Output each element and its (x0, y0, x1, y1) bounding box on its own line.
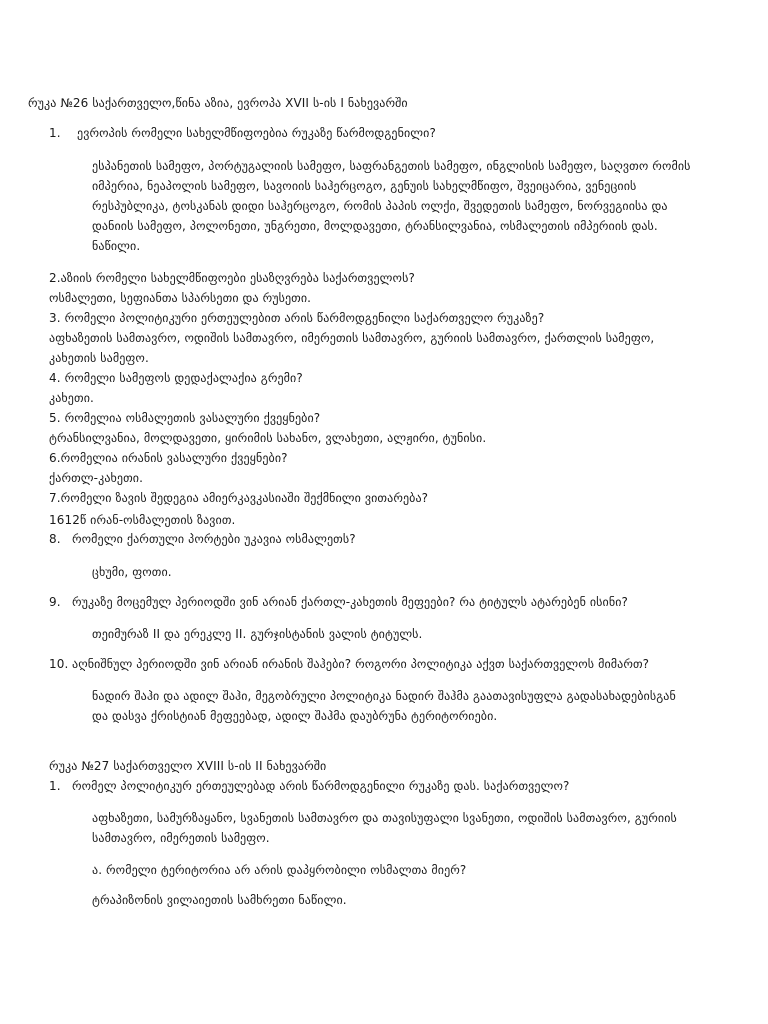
map26-heading: რუკა №26 საქართველო,წინა აზია, ევროპა XVII ს-ის I ნახევარში (28, 96, 408, 110)
q1-answer-line: ესპანეთის სამეფო, პორტუგალიის სამეფო, საფრანგეთის სამეფო, ინგლისის სამეფო, საღვთო რომის (92, 159, 691, 173)
q4-question: 4. რომელი სამეფოს დედაქალაქია გრემი? (49, 371, 303, 385)
q9-answer: თეიმურაზ II და ერეკლე II. გურჯისტანის ვალის ტიტულს. (92, 627, 423, 641)
q4-answer: კახეთი. (49, 391, 94, 405)
q1-answer-line: რესპუბლიკა, ტოსკანას დიდი საჰერცოგო, რომის პაპის ოლქი, შვედეთის სამეფო, ნორვეგიისა და (92, 199, 668, 213)
q9-question: რუკაზე მოცემულ პერიოდში ვინ არიან ქართლ-კახეთის მეფეები? რა ტიტულს ატარებენ ისინი? (72, 595, 629, 609)
q1-answer-line: ნაწილი. (92, 239, 141, 253)
q10-answer-line: ნადირ შაჰი და ადილ შაჰი, მეგობრული პოლიტიკა ნადირ შაჰმა გაათავისუფლა გადასახადებისგან (92, 689, 676, 703)
q8-answer: ცხუმი, ფოთი. (92, 565, 172, 579)
q3-question: 3. რომელი პოლიტიკური ერთეულებით არის წარმოდგენილი საქართველო რუკაზე? (49, 311, 545, 325)
q6-answer: ქართლ-კახეთი. (49, 471, 144, 485)
map27-q1-question: რომელ პოლიტიკურ ერთეულებად არის წარმოდგენილი რუკაზე დას. საქართველო? (72, 779, 570, 793)
q10-question: აღნიშნულ პერიოდში ვინ არიან ირანის შაჰები? როგორი პოლიტიკა აქვთ საქართველოს მიმართ? (72, 657, 650, 671)
map27-q1-answer-line: აფხაზეთი, სამურზაყანო, სვანეთის სამთავრო და თავისუფალი სვანეთი, ოდიშის სამთავრო, გურიის (92, 811, 677, 825)
map27-q1-number: 1. (49, 779, 61, 793)
q1-question: ევროპის რომელი სახელმწიფოებია რუკაზე წარმოდგენილი? (77, 126, 436, 140)
q8-question: რომელი ქართული პორტები უკავია ოსმალეთს? (72, 532, 356, 546)
q8-number: 8. (49, 532, 61, 546)
q10-answer-line: და დასვა ქრისტიან მეფეებად, ადილ შაჰმა დაუბრუნა ტერიტორიები. (92, 709, 498, 723)
q5-answer: ტრანსილვანია, მოლდავეთი, ყირიმის სახანო, ვლახეთი, ალჟირი, ტუნისი. (49, 431, 487, 445)
map27-sub-question: ა. რომელი ტერიტორია არ არის დაპყრობილი ოსმალთა მიერ? (92, 863, 467, 877)
q2-answer: ოსმალეთი, სეფიანთა სპარსეთი და რუსეთი. (49, 291, 312, 305)
map27-sub-answer: ტრაპიზონის ვილაიეთის სამხრეთი ნაწილი. (92, 893, 347, 907)
q9-number: 9. (49, 595, 61, 609)
q1-answer-line: დანიის სამეფო, პოლონეთი, უნგრეთი, მოლდავეთი, ტრანსილვანია, ოსმალეთის იმპერიის დას. (92, 219, 658, 233)
q10-number: 10. (49, 657, 69, 671)
q2-question: 2.აზიის რომელი სახელმწიფოები ესაზღვრება საქართველოს? (49, 271, 415, 285)
map27-q1-answer-line: სამთავრო, იმერეთის სამეფო. (92, 831, 270, 845)
q7-answer: 1612წ ირან-ოსმალეთის ზავით. (49, 513, 236, 527)
q5-question: 5. რომელია ოსმალეთის ვასალური ქვეყნები? (49, 411, 321, 425)
q7-question: 7.რომელი ზავის შედეგია ამიერკავკასიაში შექმნილი ვითარება? (49, 491, 429, 505)
q6-question: 6.რომელია ირანის ვასალური ქვეყნები? (49, 451, 288, 465)
q1-number: 1. (49, 126, 61, 140)
q3-answer-line: კახეთის სამეფო. (49, 351, 149, 365)
q1-answer-line: იმპერია, ნეაპოლის სამეფო, სავოიის საჰერცოგო, გენუის სახელმწიფო, შვეიცარია, ვენეციის (92, 179, 637, 193)
map27-heading: რუკა №27 საქართველო XVIII ს-ის II ნახევარში (49, 759, 327, 773)
q3-answer-line: აფხაზეთის სამთავრო, ოდიშის სამთავრო, იმერეთის სამთავრო, გურიის სამთავრო, ქართლის სამეფო, (49, 331, 655, 345)
